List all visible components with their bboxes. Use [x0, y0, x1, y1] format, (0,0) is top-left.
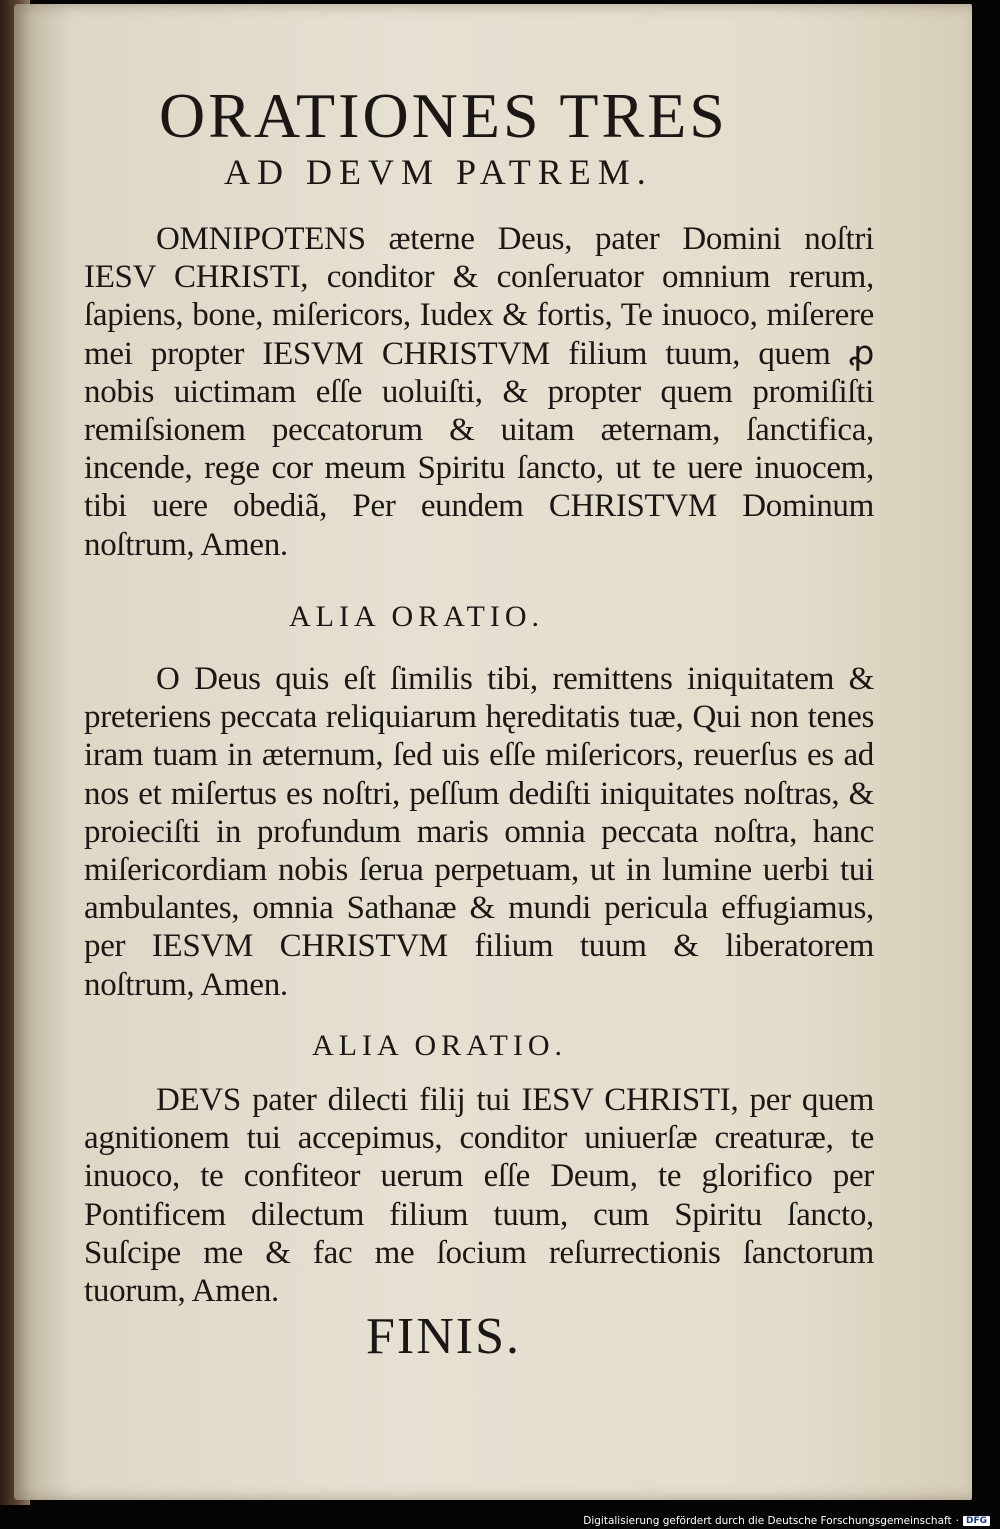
prayer-paragraph-1: OMNIPOTENS æterne Deus, pater Domini noſtri IESV CHRISTI, conditor & conſeruator omnium rerum, ſapiens, bone, miſericors, Iudex & fortis, Te inuoco, miſerere mei propter IESVM CHRISTVM filium tuum, quem ꝓ nobis uictimam eſſe uoluiſti, & propter quem promiſiſti remiſsionem peccatorum & uitam æternam, ſanctifica, incende, rege cor meum Spiritu ſancto, ut te uere inuocem, tibi uere obediã, Per eundem CHRISTVM Dominum noſtrum, Amen.	[84, 221, 874, 563]
prayer-paragraph-3: DEVS pater dilecti filij tui IESV CHRISTI, per quem agnitionem tui accepimus, conditor uniuerſæ creaturæ, te inuoco, te confiteor uerum eſſe Deum, te glorifico per Pontificem dilectum filium tuum, cum Spiritu ſancto, Suſcipe me & fac me ſocium reſurrectionis ſanctorum tuorum, Amen.	[84, 1082, 874, 1310]
footer-credit: Digitalisierung gefördert durch die Deutsche Forschungsgemeinschaft	[583, 1515, 952, 1527]
prayer-paragraph-2: O Deus quis eſt ſimilis tibi, remittens iniquitatem & preteriens peccata reliquiarum hęreditatis tuæ, Qui non tenes iram tuam in æternum, ſed uis eſſe miſericors, reuerſus es ad nos et miſertus es noſtri, peſſum dediſti iniquitates noſtras, & proieciſti in profundum maris omnia peccata noſtra, hanc miſericordiam nobis ſerua perpetuam, ut in lumine uerbi tui ambulantes, omnia Sathanæ & mundi pericula effugiamus, per IESVM CHRISTVM filium tuum & liberatorem noſtrum, Amen.	[84, 661, 874, 1003]
book-page	[14, 4, 972, 1500]
section-heading-alia-oratio-1: ALIA ORATIO.	[289, 600, 544, 633]
dfg-logo-icon[interactable]: DFG	[963, 1516, 990, 1526]
finis-label: FINIS.	[366, 1308, 522, 1365]
footer-separator: ·	[955, 1515, 959, 1527]
digitization-footer	[583, 1515, 990, 1527]
section-heading-alia-oratio-2: ALIA ORATIO.	[312, 1029, 567, 1062]
page-title: ORATIONES TRES	[159, 80, 728, 151]
page-subtitle: AD DEVM PATREM.	[224, 152, 653, 192]
